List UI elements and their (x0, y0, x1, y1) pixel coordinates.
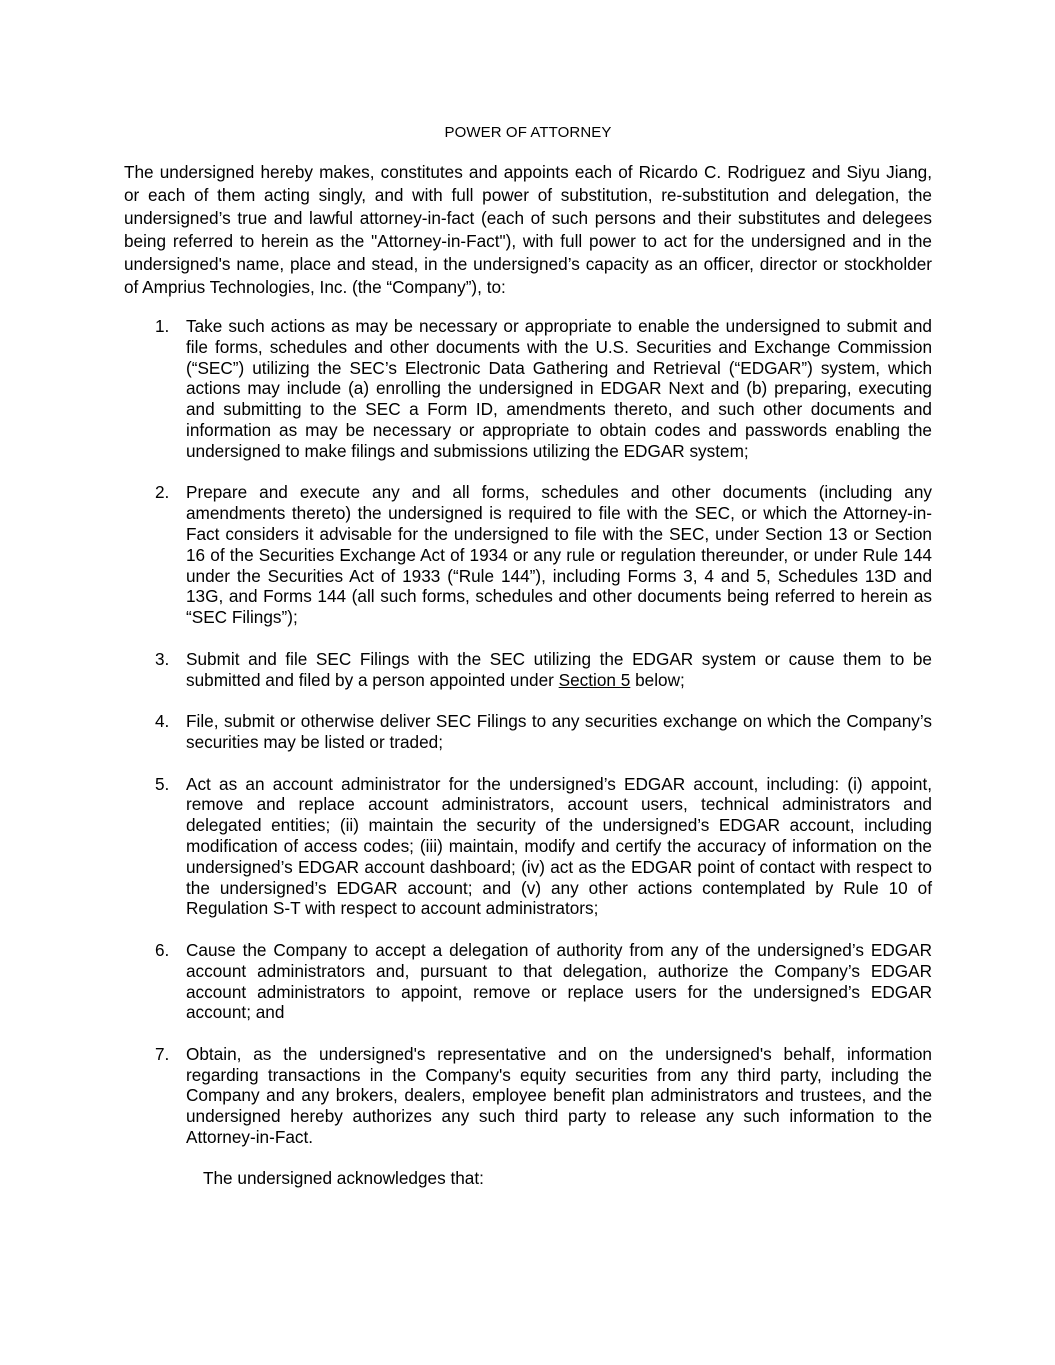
item-number: 7. (155, 1043, 170, 1064)
document-page (124, 124, 932, 1188)
intro-paragraph: The undersigned hereby makes, constitutes and appoints each of Ricardo C. Rodriguez and Siyu Jiang, or each of them acting singly, and with full power of substitution, re-substitution and delegation, the undersigned’s true and lawful attorney-in-fact (each of such persons and their substitutes and delegees being referred to herein as the "Attorney-in-Fact"), with full power to act for the undersigned and in the undersigned's name, place and stead, in the undersigned’s capacity as an officer, director or stockholder of Amprius Technologies, Inc. (the “Company”), to: (124, 162, 932, 297)
section-5-reference: Section 5 (558, 669, 631, 690)
item-text: Prepare and execute any and all forms, schedules and other documents (including any amendments thereto) the undersigned is required to file with the SEC, or which the Attorney-in-Fact considers it advisable for the undersigned to file with the SEC, under Section 13 or Section 16 of the Securities Exchange Act of 1934 or any rule or regulation thereunder, or under Rule 144 under the Securities Act of 1933 (“Rule 144”), including Forms 3, 4 and 5, Schedules 13D and 13G, and Forms 144 (all such forms, schedules and other documents being referred to herein as “SEC Filings”); (186, 482, 932, 628)
list-item (124, 940, 932, 1023)
list-item (124, 649, 932, 691)
item-text: Cause the Company to accept a delegation of authority from any of the undersigned’s EDGAR account administrators and, pursuant to that delegation, authorize the Company’s EDGAR account administrators to appoint, remove or replace users for the undersigned’s EDGAR account; and (186, 939, 932, 1023)
list-item (124, 316, 932, 462)
item-number: 4. (155, 711, 170, 732)
list-item (124, 711, 932, 753)
item-text: Take such actions as may be necessary or appropriate to enable the undersigned to submit and file forms, schedules and other documents with the U.S. Securities and Exchange Commission (“SEC”) utilizing the SEC’s Electronic Data Gathering and Retrieval (“EDGAR”) system, which actions may include (a) enrolling the undersigned in EDGAR Next and (b) preparing, executing and submitting to the SEC a Form ID, amendments thereto, and such other documents and information as may be necessary or appropriate to obtain codes and passwords enabling the undersigned to make filings and submissions utilizing the EDGAR system; (186, 316, 932, 461)
item-number: 2. (155, 482, 170, 503)
item-number: 5. (155, 773, 170, 794)
item-text-after: below; (630, 669, 685, 690)
item-number: 3. (155, 648, 170, 669)
item-text: Act as an account administrator for the undersigned’s EDGAR account, including: (i) appoint, remove and replace account administrators, account users, technical administrators and delegated entities; (ii) maintain the security of the undersigned’s EDGAR account, including modification of access codes; (iii) maintain, modify and certify the accuracy of information on the undersigned’s EDGAR account dashboard; (iv) act as the EDGAR point of contact with respect to the undersigned’s EDGAR account; and (v) any other actions contemplated by Rule 10 of Regulation S-T with respect to account administrators; (186, 773, 932, 919)
powers-list (124, 316, 932, 1148)
list-item (124, 1044, 932, 1148)
acknowledgement-line: The undersigned acknowledges that: (203, 1167, 484, 1188)
list-item (124, 774, 932, 920)
item-number: 1. (155, 316, 170, 336)
document-title: POWER OF ATTORNEY (444, 124, 612, 141)
item-text: File, submit or otherwise deliver SEC Filings to any securities exchange on which the Company’s securities may be listed or traded; (186, 711, 932, 752)
item-number: 6. (155, 939, 170, 960)
item-text (186, 649, 932, 691)
item-text-before: Submit and file SEC Filings with the SEC utilizing the EDGAR system or cause them to be submitted and filed by a person appointed under (186, 648, 932, 690)
item-text: Obtain, as the undersigned's representative and on the undersigned's behalf, information regarding transactions in the Company's equity securities from any third party, including the Company and any brokers, dealers, employee benefit plan administrators and trustees, and the undersigned hereby authorizes any such third party to release any such information to the Attorney-in-Fact. (186, 1043, 932, 1148)
list-item (124, 482, 932, 628)
